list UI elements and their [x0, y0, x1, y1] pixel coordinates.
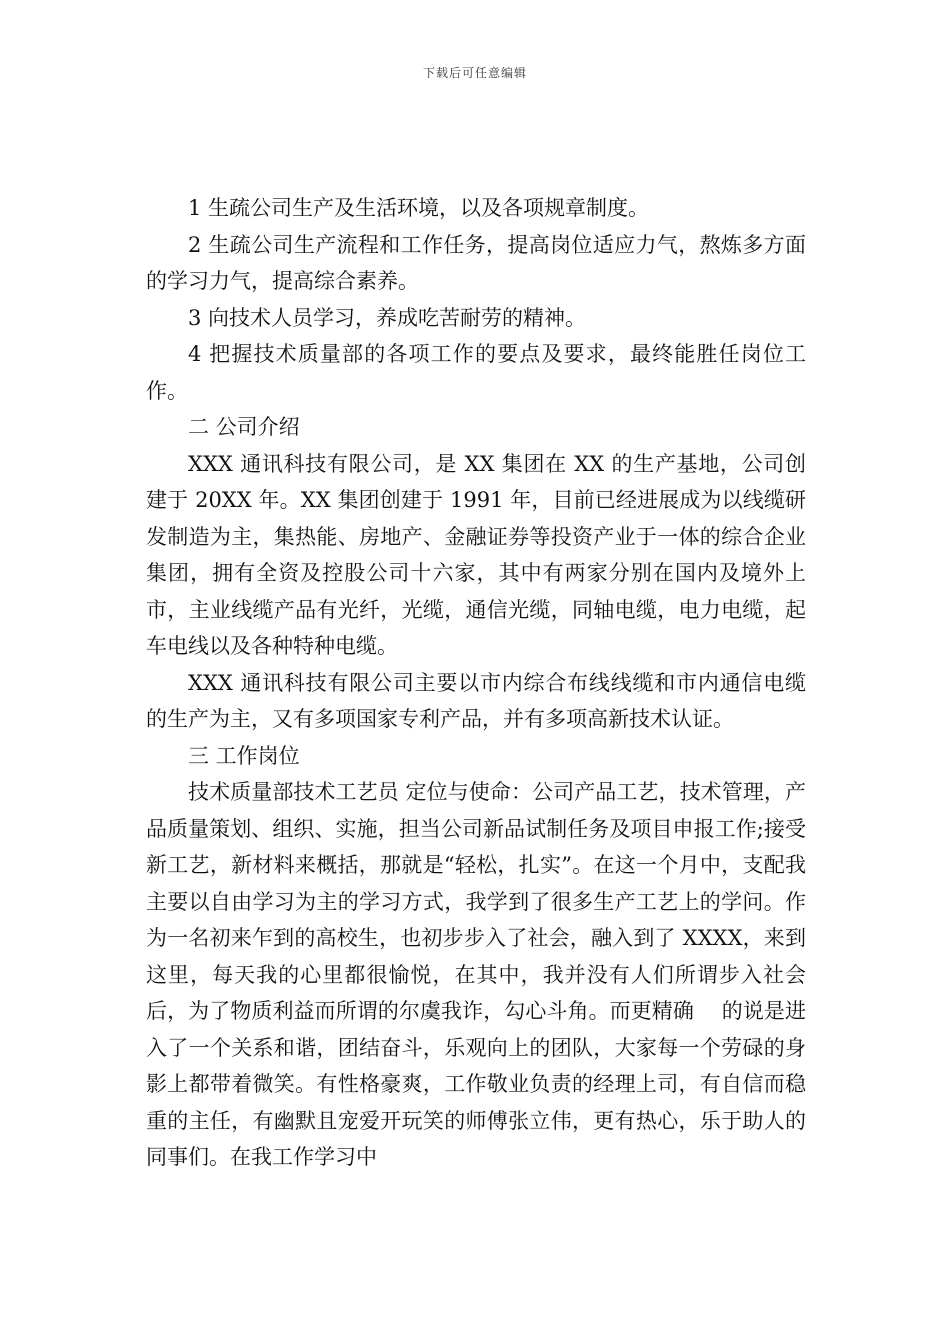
paragraph-company-intro: XXX 通讯科技有限公司，是 XX 集团在 XX 的生产基地，公司创建于 20XX 年。XX 集团创建于 1991 年，目前已经进展成为以线缆研发制造为主，集热能、房地产、金融证券等投资产业于一体的综合企业集团，拥有全资及控股公司十六家，其中有两家分别在国内及境外上市，主业线缆产品有光纤，光缆，通信光缆，同轴电缆，电力电缆，起车电线以及各种特种电缆。: [146, 451, 806, 658]
document-body: [146, 190, 806, 1176]
paragraph-goal-4: 4 把握技术质量部的各项工作的要点及要求，最终能胜任岗位工作。: [146, 342, 806, 403]
paragraph-goal-2: 2 生疏公司生产流程和工作任务，提高岗位适应力气，熬炼多方面的学习力气，提高综合素养。: [146, 232, 806, 293]
paragraph-goal-3: 3 向技术人员学习，养成吃苦耐劳的精神。: [188, 305, 587, 330]
section-heading-position: 三 工作岗位: [188, 743, 300, 768]
paragraph-position: 技术质量部技术工艺员 定位与使命：公司产品工艺，技术管理，产品质量策划、组织、实施，担当公司新品试制任务及项目申报工作;接受新工艺，新材料来概括，那就是“轻松，扎实”。在这一个月中，支配我主要以自由学习为主的学习方式，我学到了很多生产工艺上的学问。作为一名初来乍到的高校生，也初步步入了社会，融入到了 XXXX，来到这里，每天我的心里都很愉悦，在其中，我并没有人们所谓步入社会后，为了物质利益而所谓的尔虞我诈，勾心斗角。而更精确 的说是进入了一个关系和谐，团结奋斗，乐观向上的团队，大家每一个劳碌的身影上都带着微笑。有性格豪爽，工作敬业负责的经理上司，有自信而稳重的主任，有幽默且宠爱开玩笑的师傅张立伟，更有热心，乐于助人的同事们。在我工作学习中: [146, 780, 806, 1169]
paragraph-company-products: XXX 通讯科技有限公司主要以市内综合布线线缆和市内通信电缆的生产为主，又有多项国家专利产品，并有多项高新技术认证。: [146, 670, 806, 731]
section-heading-company: 二 公司介绍: [188, 415, 300, 439]
paragraph-goal-1: 1 生疏公司生产及生活环境，以及各项规章制度。: [188, 196, 650, 220]
page-header: 下载后可任意编辑: [422, 66, 527, 80]
